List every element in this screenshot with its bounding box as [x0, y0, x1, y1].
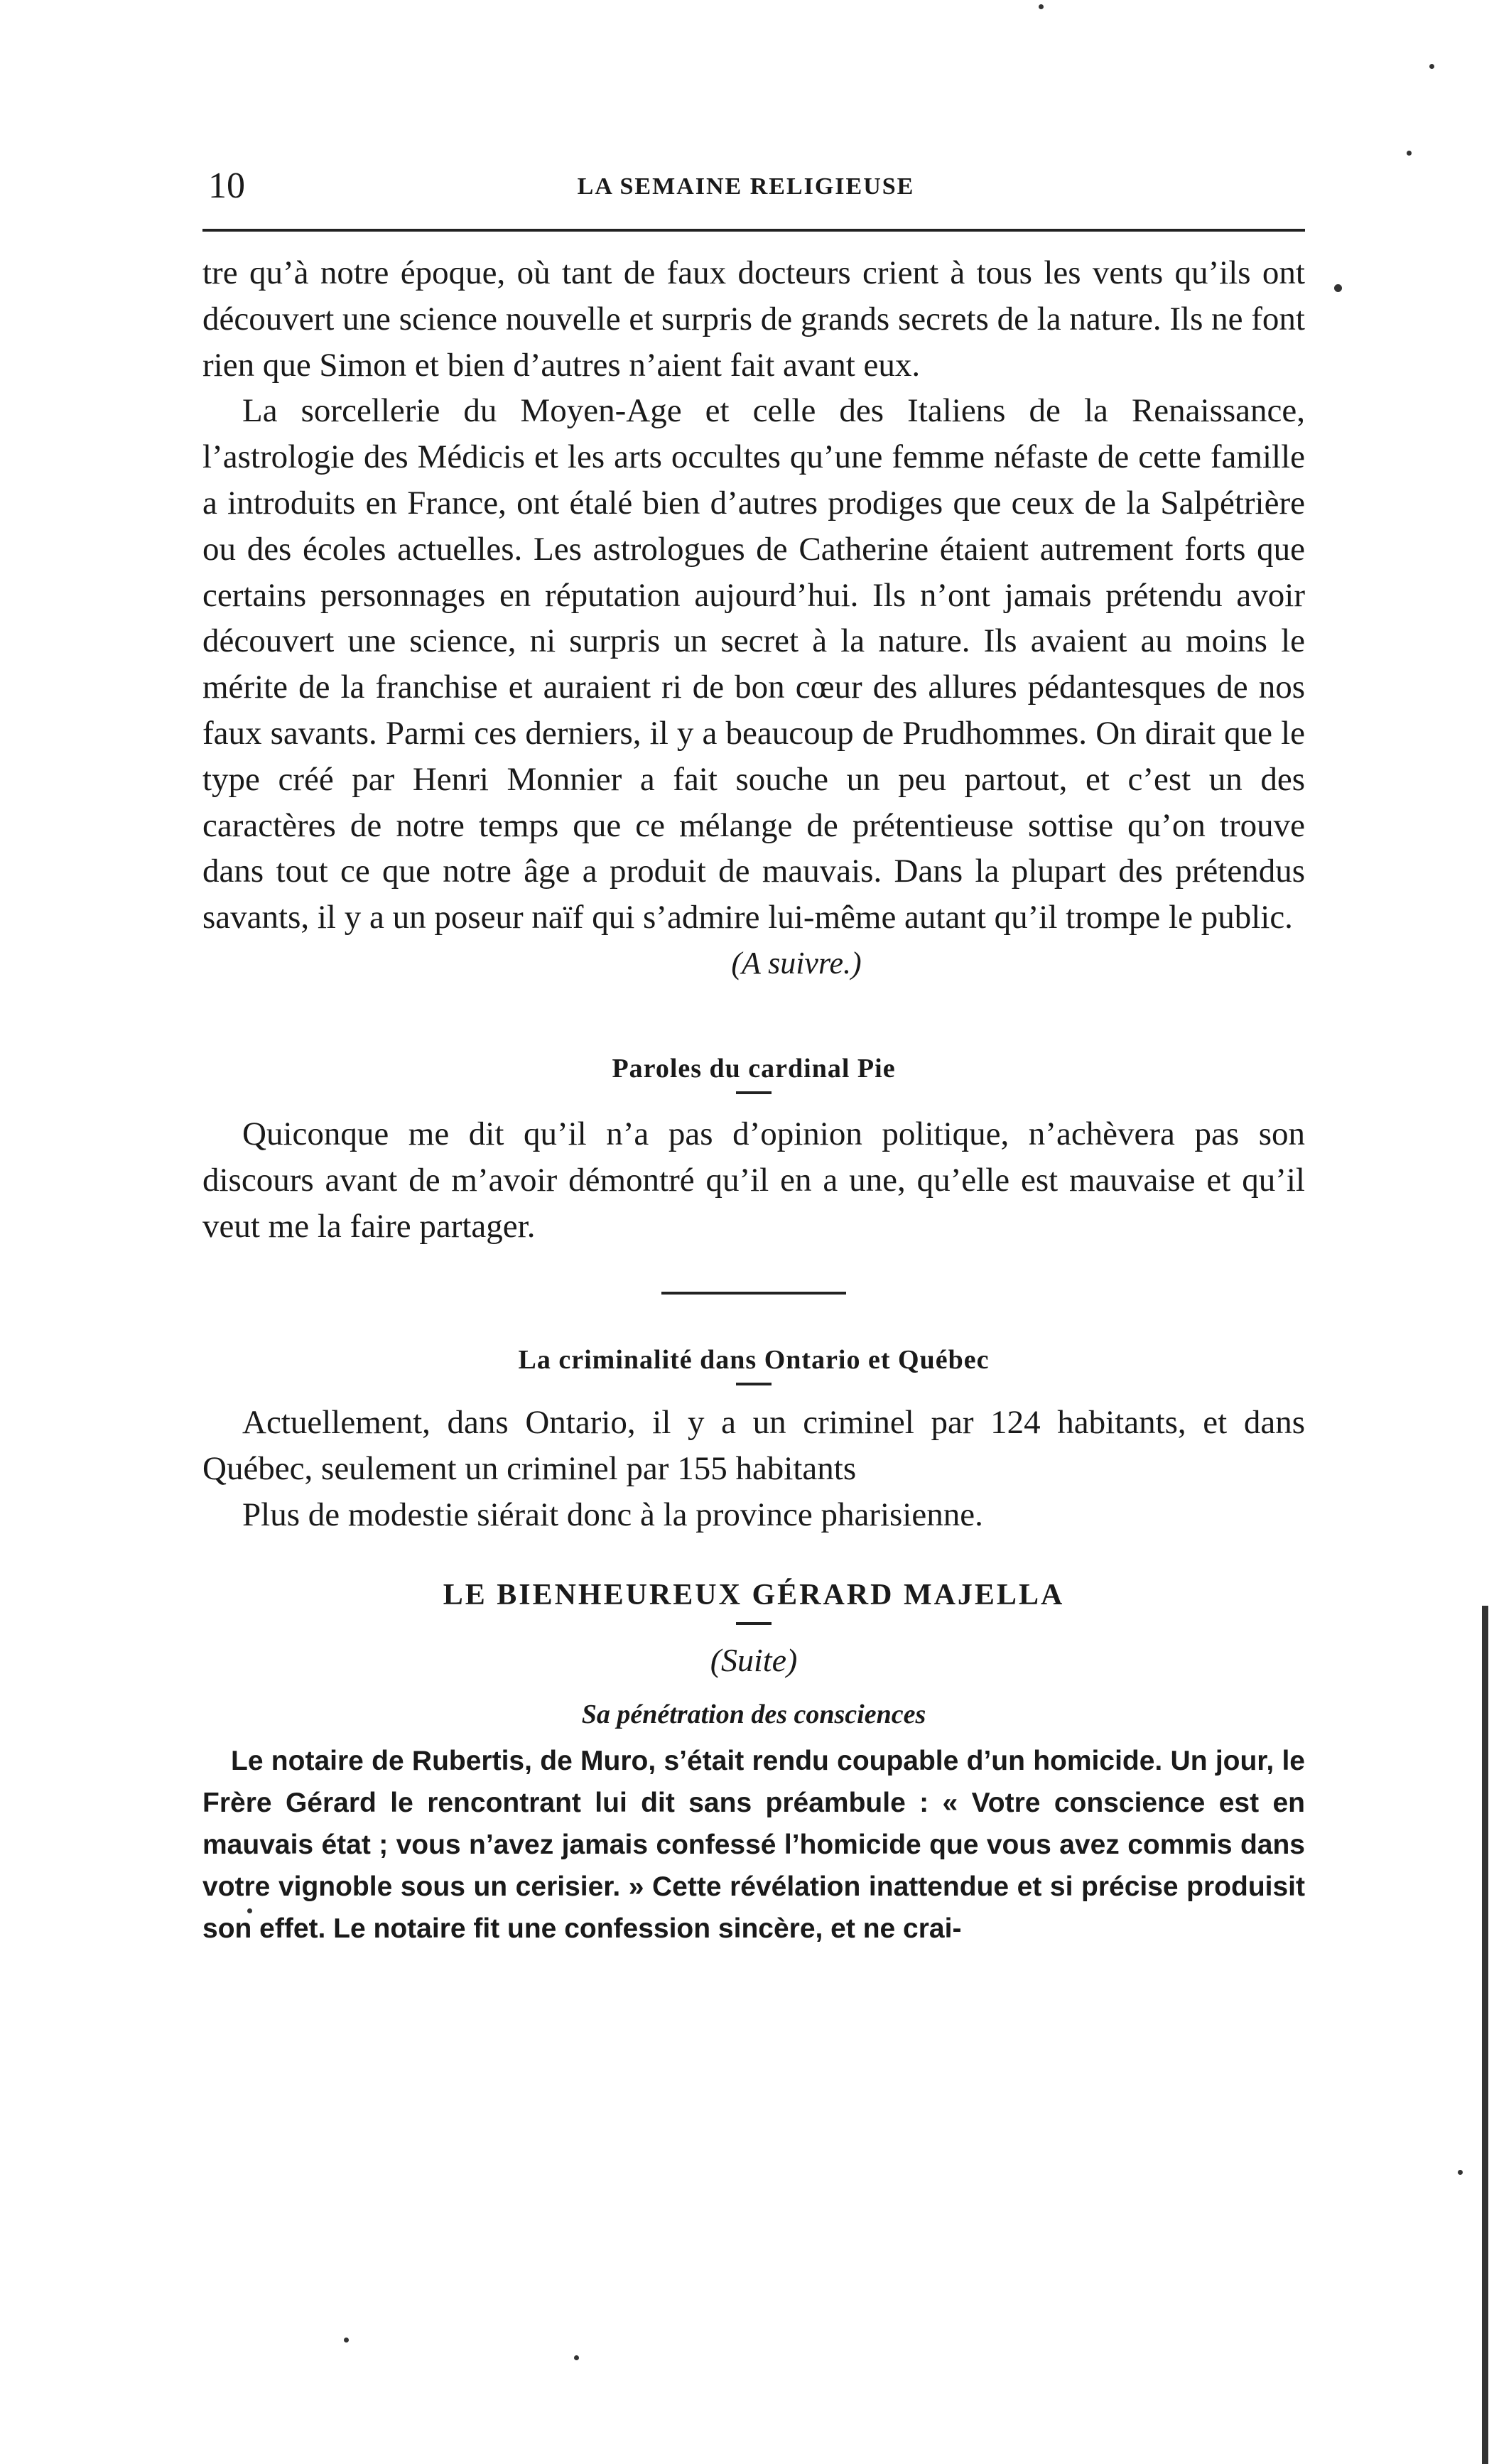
article-1-paragraph: tre qu’à notre époque, où tant de faux docteurs crient à tous les vents qu’ils ont découvert une science nouvelle et surpris de grands secrets de la nature. Ils ne font rien que Simon et bien d’autres n’aient fait avant eux. — [202, 254, 1305, 384]
scan-speck — [1429, 64, 1434, 69]
article-4-paragraph: Le notaire de Rubertis, de Muro, s’était rendu coupable d’un homicide. Un jour, le Frère Gérard le rencontrant lui dit sans préambule : « Votre conscience est en mauvais état ; vous n’avez jamais confessé l’homicide que vous avez commis dans votre vignoble sous un cerisier. » Cette révélation inattendue et si précise produisit son effet. Le notaire fit une confession sincère, et ne crai- — [202, 1745, 1305, 1944]
header-rule — [202, 229, 1305, 232]
scan-speck — [574, 2355, 579, 2360]
continued-note: (A suivre.) — [731, 945, 862, 980]
page-body — [202, 250, 1305, 1950]
page-number: 10 — [208, 166, 245, 206]
article-2-paragraph: Quiconque me dit qu’il n’a pas d’opinion politique, n’achèvera pas son discours avant de m’avoir démontré qu’il en a une, qu’elle est mauvaise et qu’il veut me la faire partager. — [202, 1115, 1305, 1245]
scan-speck — [1039, 4, 1044, 9]
scan-edge-shadow — [1482, 1606, 1488, 2464]
article-4-title: LE BIENHEUREUX GÉRARD MAJELLA — [443, 1578, 1065, 1611]
article-1-paragraph: La sorcellerie du Moyen-Age et celle des Italiens de la Renaissance, l’astrologie des Médicis et les arts occultes qu’une femme néfaste de cette famille a introduits en France, ont étalé bien d’autres prodiges que ceux de la Salpétrière ou des écoles actuelles. Les astrologues de Catherine étaient autrement forts que certains personnages en réputation aujourd’hui. Ils n’ont jamais prétendu avoir découvert une science, ni surpris un secret à la nature. Ils avaient au moins le mérite de la franchise et auraient ri de bon cœur des allures pédantesques de nos faux savants. Parmi ces derniers, il y a beaucoup de Prudhommes. On dirait que le type créé par Henri Monnier a fait souche un peu partout, et c’est un des caractères de notre temps que ce mélange de prétentieuse sottise qu’on trouve dans tout ce que notre âge a produit de mauvais. Dans la plupart des prétendus savants, il y a un poseur naïf qui s’admire lui-même autant qu’il trompe le public. — [202, 392, 1305, 936]
article-4-suite: (Suite) — [710, 1641, 798, 1678]
article-3-title: La criminalité dans Ontario et Québec — [518, 1345, 990, 1376]
running-title: LA SEMAINE RELIGIEUSE — [577, 173, 915, 200]
article-2-title: Paroles du cardinal Pie — [612, 1053, 896, 1084]
scan-speck — [1407, 151, 1412, 156]
scan-speck — [247, 1908, 252, 1913]
scan-speck — [1334, 284, 1342, 292]
scan-speck — [344, 2338, 349, 2343]
article-3-paragraph: Actuellement, dans Ontario, il y a un criminel par 124 habitants, et dans Québec, seulement un criminel par 155 habitants — [202, 1404, 1305, 1488]
article-4-subhead: Sa pénétration des consciences — [581, 1699, 926, 1729]
article-3-paragraph: Plus de modestie siérait donc à la province pharisienne. — [242, 1496, 983, 1533]
running-header — [202, 165, 1289, 207]
scan-speck — [1458, 2170, 1463, 2175]
